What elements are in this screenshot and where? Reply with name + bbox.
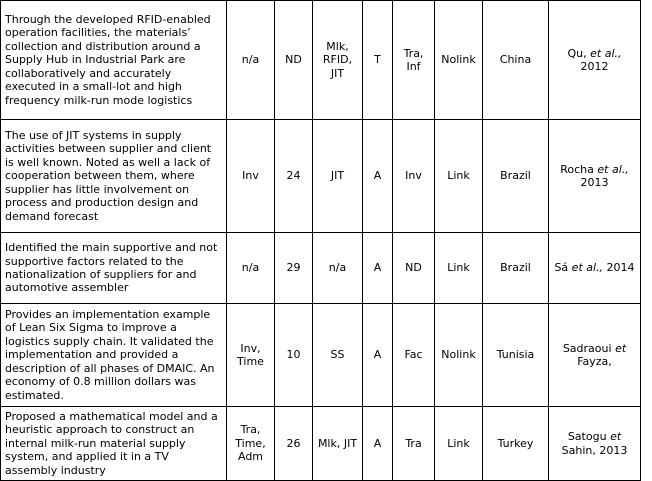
table-row xyxy=(1,233,641,304)
cell-link: Link xyxy=(435,120,483,233)
cell-link: Link xyxy=(435,407,483,481)
reference-year: 2012 xyxy=(580,60,609,73)
cell-year: 10 xyxy=(275,304,313,407)
reference-author: Satogu xyxy=(567,430,607,444)
reference-etal: et xyxy=(615,341,627,355)
reference-author: Sá xyxy=(554,261,569,275)
cell-country: Brazil xyxy=(483,120,549,233)
cell-link: Nolink xyxy=(435,304,483,407)
cell-year: ND xyxy=(275,1,313,120)
cell-country: China xyxy=(483,1,549,120)
reference-author: Sadraoui xyxy=(562,341,612,355)
cell-reference xyxy=(549,120,641,233)
cell-country: Tunisia xyxy=(483,304,549,407)
cell-area: ND xyxy=(393,233,435,304)
reference-etal: et xyxy=(610,430,622,444)
reference-author: Rocha xyxy=(560,162,594,176)
cell-type: A xyxy=(363,120,393,233)
reference-year: Fayza, xyxy=(577,355,612,368)
cell-method: SS xyxy=(313,304,363,407)
table-row xyxy=(1,1,641,120)
cell-type: A xyxy=(363,304,393,407)
table-row xyxy=(1,304,641,407)
cell-method: Mlk, JIT xyxy=(313,407,363,481)
cell-link: Nolink xyxy=(435,1,483,120)
cell-reference xyxy=(549,233,641,304)
cell-reference xyxy=(549,304,641,407)
reference-etal: et al., xyxy=(597,162,629,176)
cell-area: Fac xyxy=(393,304,435,407)
cell-description: Identified the main supportive and not supportive factors related to the nationalization of suppliers for and automotive assembler xyxy=(1,233,227,304)
reference-year: 2013 xyxy=(580,176,609,189)
cell-area: Tra xyxy=(393,407,435,481)
cell-country: Brazil xyxy=(483,233,549,304)
cell-focus: n/a xyxy=(227,1,275,120)
table-row xyxy=(1,120,641,233)
cell-year: 26 xyxy=(275,407,313,481)
cell-area: Tra, Inf xyxy=(393,1,435,120)
cell-focus: Tra, Time, Adm xyxy=(227,407,275,481)
cell-method: JIT xyxy=(313,120,363,233)
cell-year: 29 xyxy=(275,233,313,304)
reference-year: 2014 xyxy=(606,261,635,275)
cell-type: A xyxy=(363,233,393,304)
cell-method: n/a xyxy=(313,233,363,304)
cell-area: Inv xyxy=(393,120,435,233)
cell-method: Mlk, RFID, JIT xyxy=(313,1,363,120)
cell-link: Link xyxy=(435,233,483,304)
reference-etal: et al., xyxy=(571,261,604,275)
cell-country: Turkey xyxy=(483,407,549,481)
cell-description: The use of JIT systems in supply activities between supplier and client is well known. Noted as well a lack of cooperation between them, where supplier has little involvement on process and production design and demand forecast xyxy=(1,120,227,233)
cell-description: Proposed a mathematical model and a heuristic approach to construct an internal milk-run material supply system, and applied it in a TV assembly industry xyxy=(1,407,227,481)
cell-focus: Inv, Time xyxy=(227,304,275,407)
reference-author: Qu, xyxy=(567,46,587,60)
cell-focus: n/a xyxy=(227,233,275,304)
cell-year: 24 xyxy=(275,120,313,233)
cell-description: Through the developed RFID-enabled operation facilities, the materials’ collection and distribution around a Supply Hub in Industrial Park are collaboratively and accurately executed in a small-lot and high frequency milk-run mode logistics xyxy=(1,1,227,120)
reference-year: Sahin, 2013 xyxy=(561,443,628,457)
reference-etal: et al., xyxy=(590,46,622,60)
cell-focus: Inv xyxy=(227,120,275,233)
cell-description: Provides an implementation example of Lean Six Sigma to improve a logistics supply chain. It validated the implementation and provided a description of all phases of DMAIC. An economy of 0.8 million dollars was estimated. xyxy=(1,304,227,407)
cell-type: T xyxy=(363,1,393,120)
cell-type: A xyxy=(363,407,393,481)
cell-reference xyxy=(549,1,641,120)
